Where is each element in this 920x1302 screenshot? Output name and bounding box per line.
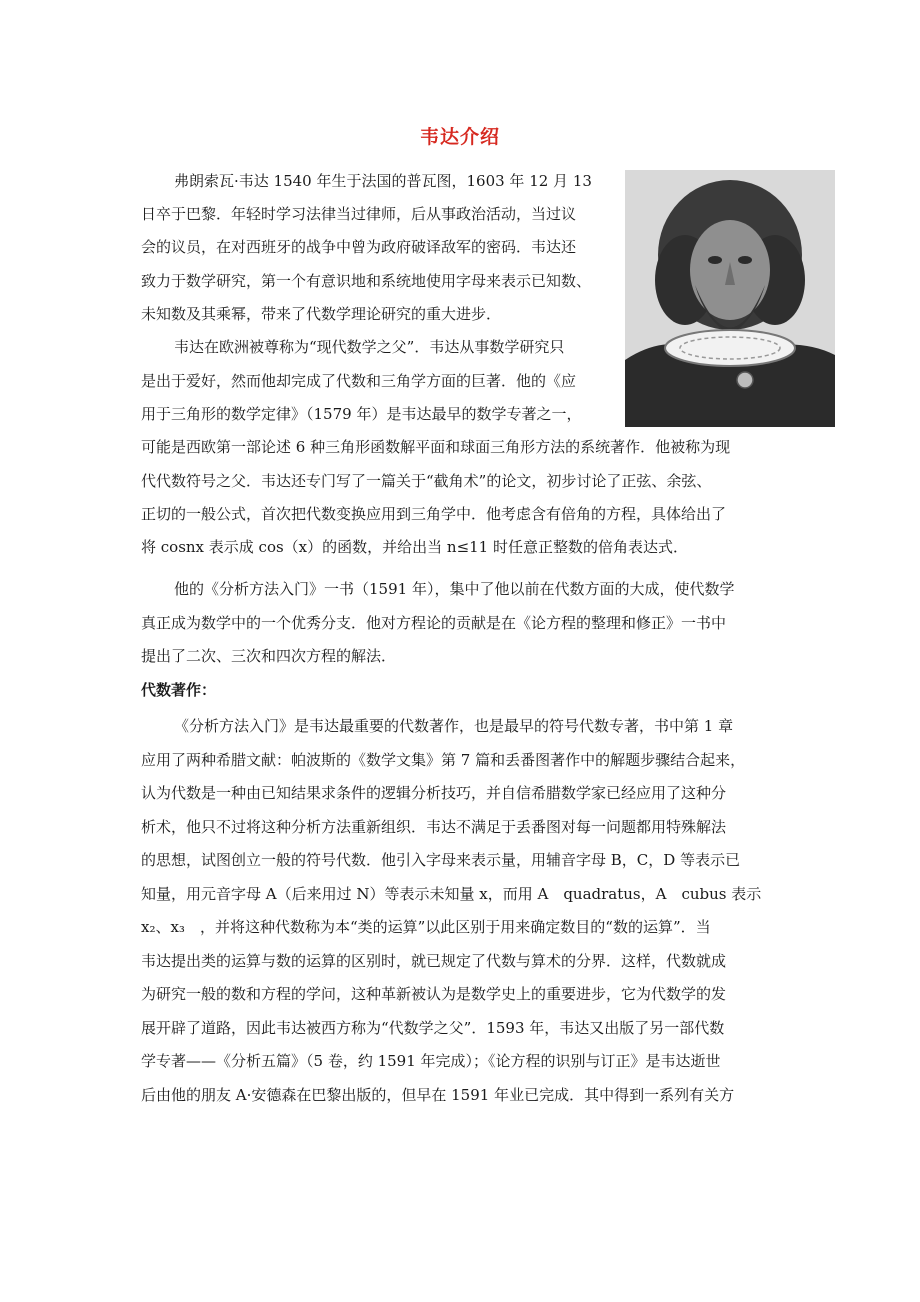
paragraph-line: 会的议员，在对西班牙的战争中曾为政府破译敌军的密码．韦达还 <box>141 238 577 256</box>
paragraph-line: 致力于数学研究，第一个有意识地和系统地使用字母来表示已知数、 <box>141 272 592 290</box>
paragraph-line: 用于三角形的数学定律》（1579 年）是韦达最早的数学专著之一， <box>141 405 582 423</box>
paragraph-line: 真正成为数学中的一个优秀分支．他对方程论的贡献是在《论方程的整理和修正》一书中 <box>141 614 727 632</box>
paragraph-line: 日卒于巴黎．年轻时学习法律当过律师，后从事政治活动，当过议 <box>141 205 577 223</box>
paragraph-line: 韦达在欧洲被尊称为“现代数学之父”．韦达从事数学研究只 <box>174 338 565 356</box>
paragraph-line: 析术，他只不过将这种分析方法重新组织．韦达不满足于丢番图对每一问题都用特殊解法 <box>141 818 727 836</box>
paragraph-line: x₂、x₃ ，并将这种代数称为本“类的运算”以此区别于用来确定数目的“数的运算”．当 <box>141 918 711 936</box>
page-title: 韦达介绍 <box>419 126 500 148</box>
paragraph-line: 代代数符号之父．韦达还专门写了一篇关于“截角术”的论文，初步讨论了正弦、余弦、 <box>141 472 712 490</box>
portrait-illustration <box>625 170 835 427</box>
portrait-image <box>625 170 835 427</box>
paragraph-line: 他的《分析方法入门》一书（1591 年），集中了他以前在代数方面的大成，使代数学 <box>174 580 735 598</box>
paragraph-line: 可能是西欧第一部论述 6 种三角形函数解平面和球面三角形方法的系统著作．他被称为现 <box>141 438 731 456</box>
paragraph-line: 提出了二次、三次和四次方程的解法． <box>141 647 397 665</box>
paragraph-line: 展开辟了道路，因此韦达被西方称为“代数学之父”．1593 年，韦达又出版了另一部代数 <box>141 1019 725 1037</box>
paragraph-line: 学专著——《分析五篇》（5 卷，约 1591 年完成）；《论方程的识别与订正》是韦达逝世 <box>141 1052 721 1070</box>
paragraph-line: 正切的一般公式，首次把代数变换应用到三角学中．他考虑含有倍角的方程，具体给出了 <box>141 505 727 523</box>
section-heading: 代数著作： <box>141 681 217 699</box>
paragraph-line: 应用了两种希腊文献：帕波斯的《数学文集》第 7 篇和丢番图著作中的解题步骤结合起来， <box>141 751 746 769</box>
paragraph-line: 弗朗索瓦·韦达 1540 年生于法国的普瓦图，1603 年 12 月 13 <box>174 172 592 190</box>
paragraph-line: 《分析方法入门》是韦达最重要的代数著作，也是最早的符号代数专著，书中第 1 章 <box>174 717 734 735</box>
paragraph-line: 知量，用元音字母 A（后来用过 N）等表示未知量 x，而用 A quadratus，A cubus 表示 <box>141 885 762 903</box>
paragraph-line: 是出于爱好，然而他却完成了代数和三角学方面的巨著．他的《应 <box>141 372 577 390</box>
paragraph-line: 后由他的朋友 A·安德森在巴黎出版的，但早在 1591 年业已完成．其中得到一系列有关方 <box>141 1086 735 1104</box>
paragraph-line: 认为代数是一种由已知结果求条件的逻辑分析技巧，并自信希腊数学家已经应用了这种分 <box>141 784 727 802</box>
paragraph-line: 为研究一般的数和方程的学问，这种革新被认为是数学史上的重要进步，它为代数学的发 <box>141 985 727 1003</box>
paragraph-line: 韦达提出类的运算与数的运算的区别时，就已规定了代数与算术的分界．这样，代数就成 <box>141 952 727 970</box>
paragraph-line: 未知数及其乘幂，带来了代数学理论研究的重大进步． <box>141 305 502 323</box>
paragraph-line: 将 cosnx 表示成 cos（x）的函数，并给出当 n≤11 时任意正整数的倍角表达式． <box>141 538 688 556</box>
paragraph-line: 的思想，试图创立一般的符号代数．他引入字母来表示量，用辅音字母 B，C，D 等表示已 <box>141 851 741 869</box>
